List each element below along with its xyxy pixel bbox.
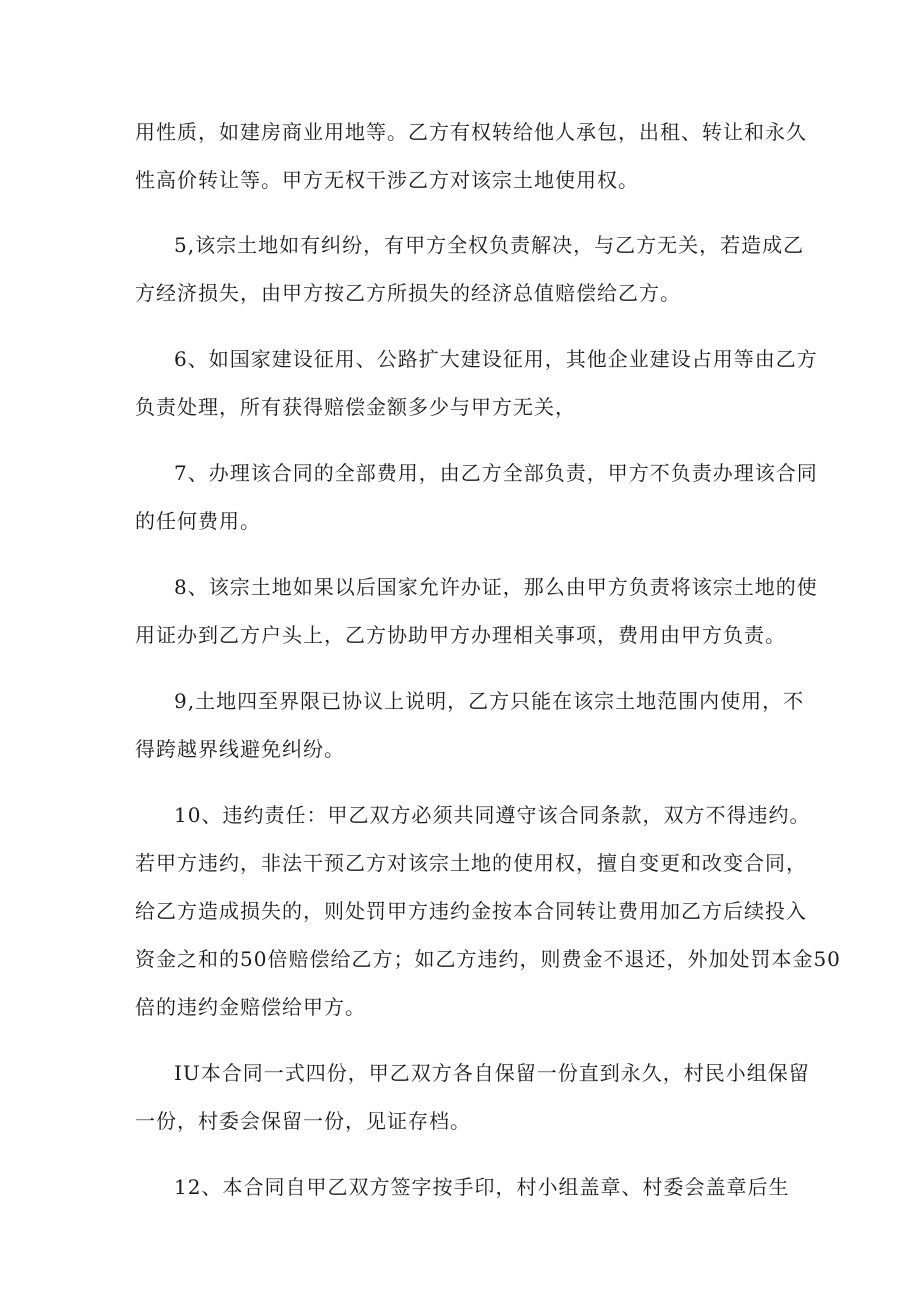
text-line: 7、办理该合同的全部费用，由乙方全部负责，甲方不负责办理该合同	[174, 461, 818, 485]
text-line: 一份，村委会保留一份，见证存档。	[135, 1109, 471, 1133]
text-line: 5,该宗土地如有纠纷，有甲方全权负责解决，与乙方无关，若造成乙	[174, 233, 805, 257]
text-line: 12、本合同自甲乙双方签字按手印，村小组盖章、村委会盖章后生	[174, 1175, 790, 1199]
text-line: 得跨越界线避免纠纷。	[135, 737, 345, 761]
text-line: 用证办到乙方户头上，乙方协助甲方办理相关事项，费用由甲方负责。	[135, 623, 786, 647]
text-line: 6、如国家建设征用、公路扩大建设征用，其他企业建设占用等由乙方	[174, 347, 818, 371]
text-line: 的任何费用。	[135, 509, 261, 533]
text-line: 9,土地四至界限已协议上说明，乙方只能在该宗土地范围内使用，不	[174, 689, 805, 713]
text-line: 8、该宗土地如果以后国家允许办证，那么由甲方负责将该宗土地的使	[174, 575, 818, 599]
text-line: 给乙方造成损失的，则处罚甲方违约金按本合同转让费用加乙方后续投入	[135, 899, 807, 923]
text-line: 倍的违约金赔偿给甲方。	[135, 995, 366, 1019]
text-line: 若甲方违约，非法干预乙方对该宗土地的使用权，擅自变更和改变合同，	[135, 851, 807, 875]
text-line: 性高价转让等。甲方无权干涉乙方对该宗土地使用权。	[135, 168, 639, 192]
text-line: 资金之和的50倍赔偿给乙方；如乙方违约，则费金不退还，外加处罚本金50	[135, 947, 841, 971]
text-line: 方经济损失，由甲方按乙方所损失的经济总值赔偿给乙方。	[135, 281, 681, 305]
text-line: IU本合同一式四份，甲乙双方各自保留一份直到永久，村民小组保留	[174, 1061, 810, 1085]
text-line: 10、违约责任：甲乙双方必须共同遵守该合同条款，双方不得违约。	[174, 803, 811, 827]
text-line: 用性质，如建房商业用地等。乙方有权转给他人承包，出租、转让和永久	[135, 120, 807, 144]
text-line: 负责处理，所有获得赔偿金额多少与甲方无关，	[135, 395, 576, 419]
